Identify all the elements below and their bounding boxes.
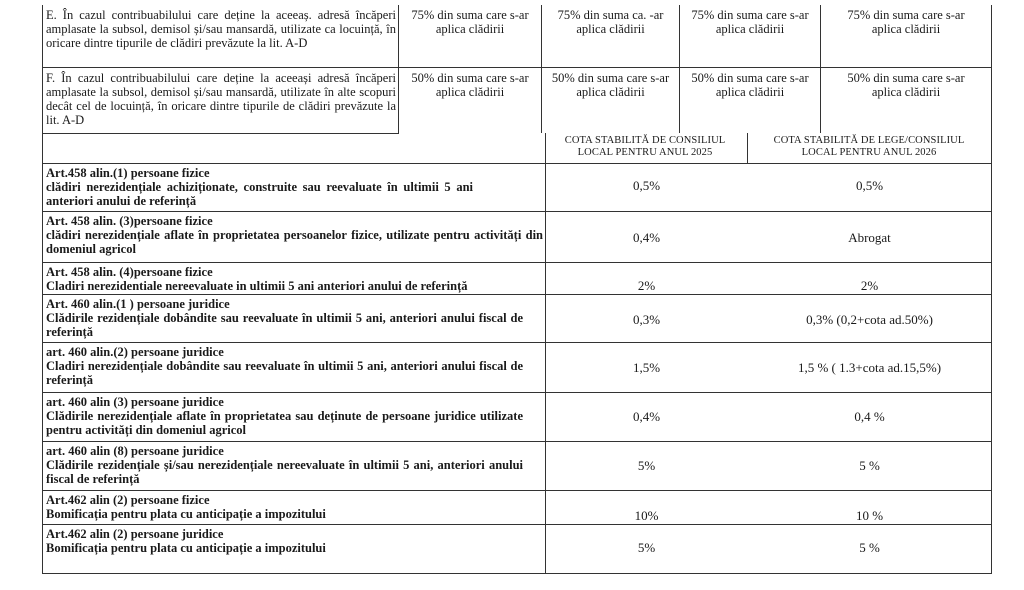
row-title: Art. 458 alin. (4)persoane fizice (46, 265, 213, 279)
row-title: art. 460 alin (8) persoane juridice (46, 444, 224, 458)
row-value-2026: 0,5% (855, 178, 884, 193)
row-description: Bomificația pentru plata cu anticipație a impozitului (46, 541, 326, 555)
row-title: Art.458 alin.(1) persoane fizice (46, 166, 210, 180)
header-2025: COTA STABILITĂ DE CONSILIUL LOCAL PENTRU ANUL 2025 (564, 135, 726, 158)
table-row (43, 344, 545, 387)
row-title: Art. 458 alin. (3)persoane fizice (46, 214, 213, 228)
table-row (43, 492, 545, 521)
row-description: Cladiri nerezidentiale nereevaluate in ultimii 5 ani anteriori anului de referință (46, 279, 468, 293)
row-value-2025: 0,4% (632, 409, 661, 424)
row-description: Cladiri nerezidențiale dobândite sau reevaluate în ultimii 5 ani, anteriori anului fiscal de referință (46, 359, 523, 387)
row-title: Art. 460 alin.(1 ) persoane juridice (46, 297, 230, 311)
table-row (43, 443, 545, 486)
row-f-description: F. În cazul contribuabilului care deține la aceeași adresă încăperi amplasate la subsol, demisol și/sau mansardă, utilizate în alte scopuri decât cel de locuință, în oricare dintre tipurile de clădiri prevăzute la lit. A-D (46, 71, 396, 127)
row-description: Clădirile rezidențiale și/sau nerezidențiale nereevaluate în ultimii 5 ani, anteriori anului fiscal de referință (46, 458, 523, 486)
table-row (43, 296, 545, 339)
row-title: art. 460 alin (3) persoane juridice (46, 395, 224, 409)
row-description: Clădirile rezidențiale dobândite sau reevaluate în ultimii 5 ani, anteriori anului fiscal de referință (46, 311, 523, 339)
row-description: clădiri nerezidențiale aflate în proprietatea persoanelor fizice, utilizate pentru activități din domeniul agricol (46, 228, 543, 256)
table-row (43, 526, 545, 555)
table-row (43, 213, 545, 256)
row-value-2026: 0,4 % (854, 409, 885, 424)
table-row (43, 165, 545, 208)
row-title: Art.462 alin (2) persoane fizice (46, 493, 210, 507)
row-f-value-1: 50% din suma care s-ar aplica clădirii (411, 71, 529, 99)
row-description: Bomificația pentru plata cu anticipație a impozitului (46, 507, 326, 521)
table-row (43, 264, 545, 293)
row-e-value-3: 75% din suma care s-ar aplica clădirii (691, 8, 809, 36)
row-e-value-4: 75% din suma care s-ar aplica clădirii (847, 8, 965, 36)
row-value-2025: 1,5% (632, 360, 661, 375)
row-e-value-1: 75% din suma care s-ar aplica clădirii (411, 8, 529, 36)
row-value-2025: 2% (637, 278, 656, 293)
row-value-2026: 2% (860, 278, 879, 293)
header-2026: COTA STABILITĂ DE LEGE/CONSILIUL LOCAL PENTRU ANUL 2026 (773, 135, 965, 158)
row-f-value-4: 50% din suma care s-ar aplica clădirii (847, 71, 965, 99)
row-value-2026: 5 % (859, 540, 880, 555)
row-value-2025: 5% (637, 458, 656, 473)
row-e-value-2: 75% din suma ca. -ar aplica clădirii (557, 8, 664, 36)
row-f-value-2: 50% din suma care s-ar aplica clădirii (551, 71, 670, 99)
row-value-2025: 0,3% (632, 312, 661, 327)
row-e-description: E. În cazul contribuabilului care deține la aceeaș. adresă încăperi amplasate la subsol, demisol și/sau mansardă, utilizate ca locuință, în oricare dintre tipurile de clădiri prevăzute la lit. A-D (46, 8, 396, 50)
row-value-2025: 10% (634, 508, 659, 523)
row-title: art. 460 alin.(2) persoane juridice (46, 345, 224, 359)
row-title: Art.462 alin (2) persoane juridice (46, 527, 224, 541)
row-value-2026: 10 % (855, 508, 884, 523)
row-value-2025: 0,5% (632, 178, 661, 193)
row-value-2025: 0,4% (632, 230, 661, 245)
row-f-value-3: 50% din suma care s-ar aplica clădirii (691, 71, 809, 99)
row-value-2025: 5% (637, 540, 656, 555)
table-row (43, 394, 545, 437)
row-value-2026: 5 % (859, 458, 880, 473)
row-description: Clădirile nerezidențiale aflate în proprietatea sau deținute de persoane juridice utilizate pentru activități din domeniul agricol (46, 409, 523, 437)
row-value-2026: 1,5 % ( 1.3+cota ad.15,5%) (797, 360, 942, 375)
row-value-2026: Abrogat (848, 230, 891, 245)
row-description: clădiri nerezidențiale achiziționate, construite sau reevaluate în ultimii 5 ani anteriori anului de referință (46, 180, 473, 208)
row-value-2026: 0,3% (0,2+cota ad.50%) (806, 312, 933, 327)
